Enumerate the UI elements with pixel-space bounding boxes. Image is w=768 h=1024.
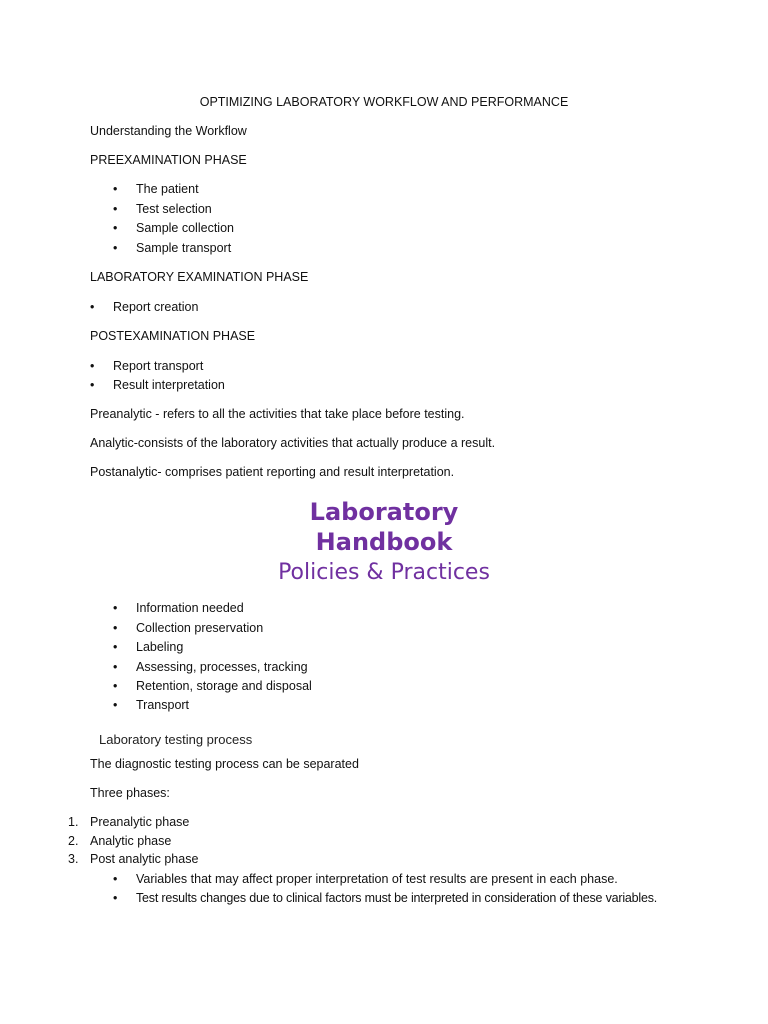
list-item: • Sample collection: [136, 220, 234, 236]
diagnostic-text: The diagnostic testing process can be separated: [90, 757, 359, 771]
post-heading: POSTEXAMINATION PHASE: [90, 329, 256, 343]
list-item: • Test results changes due to clinical factors must be interpreted in consideration of these variables.: [136, 890, 657, 906]
list-item: • Sample transport: [136, 240, 231, 256]
numbered-item: [68, 814, 190, 830]
handbook-subtitle: Policies & Practices: [278, 560, 490, 585]
list-item: • Report creation: [113, 299, 198, 315]
list-item: • Variables that may affect proper interpretation of test results are present in each phase.: [136, 871, 618, 887]
item-label: Analytic phase: [90, 834, 172, 848]
list-item: • Retention, storage and disposal: [136, 678, 312, 694]
handbook-title-line1: Laboratory: [309, 498, 459, 526]
list-item: • Labeling: [136, 639, 183, 655]
list-item: • Test selection: [136, 201, 212, 217]
list-item: • Result interpretation: [113, 377, 225, 393]
definition-analytic: Analytic-consists of the laboratory activities that actually produce a result.: [90, 436, 496, 450]
item-label: Post analytic phase: [90, 852, 199, 866]
definition-postanalytic: Postanalytic- comprises patient reporting and result interpretation.: [90, 465, 455, 479]
item-label: Preanalytic phase: [90, 815, 190, 829]
testing-process-heading: Laboratory testing process: [99, 732, 253, 747]
list-item: • Assessing, processes, tracking: [136, 659, 308, 675]
list-item: • Transport: [136, 697, 189, 713]
list-item: • Report transport: [113, 358, 203, 374]
item-number: 1.: [68, 815, 79, 829]
pre-heading: PREEXAMINATION PHASE: [90, 153, 247, 167]
document-title: OPTIMIZING LABORATORY WORKFLOW AND PERFORMANCE: [199, 95, 569, 109]
lab-heading: LABORATORY EXAMINATION PHASE: [90, 270, 309, 284]
numbered-item: [68, 833, 172, 849]
three-phases-label: Three phases:: [90, 786, 170, 800]
list-item: • Collection preservation: [136, 620, 263, 636]
item-number: 3.: [68, 852, 79, 866]
list-item: • The patient: [136, 181, 199, 197]
definition-preanalytic: Preanalytic - refers to all the activities that take place before testing.: [90, 407, 465, 421]
numbered-item: [68, 851, 199, 867]
item-number: 2.: [68, 834, 79, 848]
list-item: • Information needed: [136, 600, 244, 616]
understanding-heading: Understanding the Workflow: [90, 124, 247, 138]
handbook-title-line2: Handbook: [315, 528, 453, 556]
